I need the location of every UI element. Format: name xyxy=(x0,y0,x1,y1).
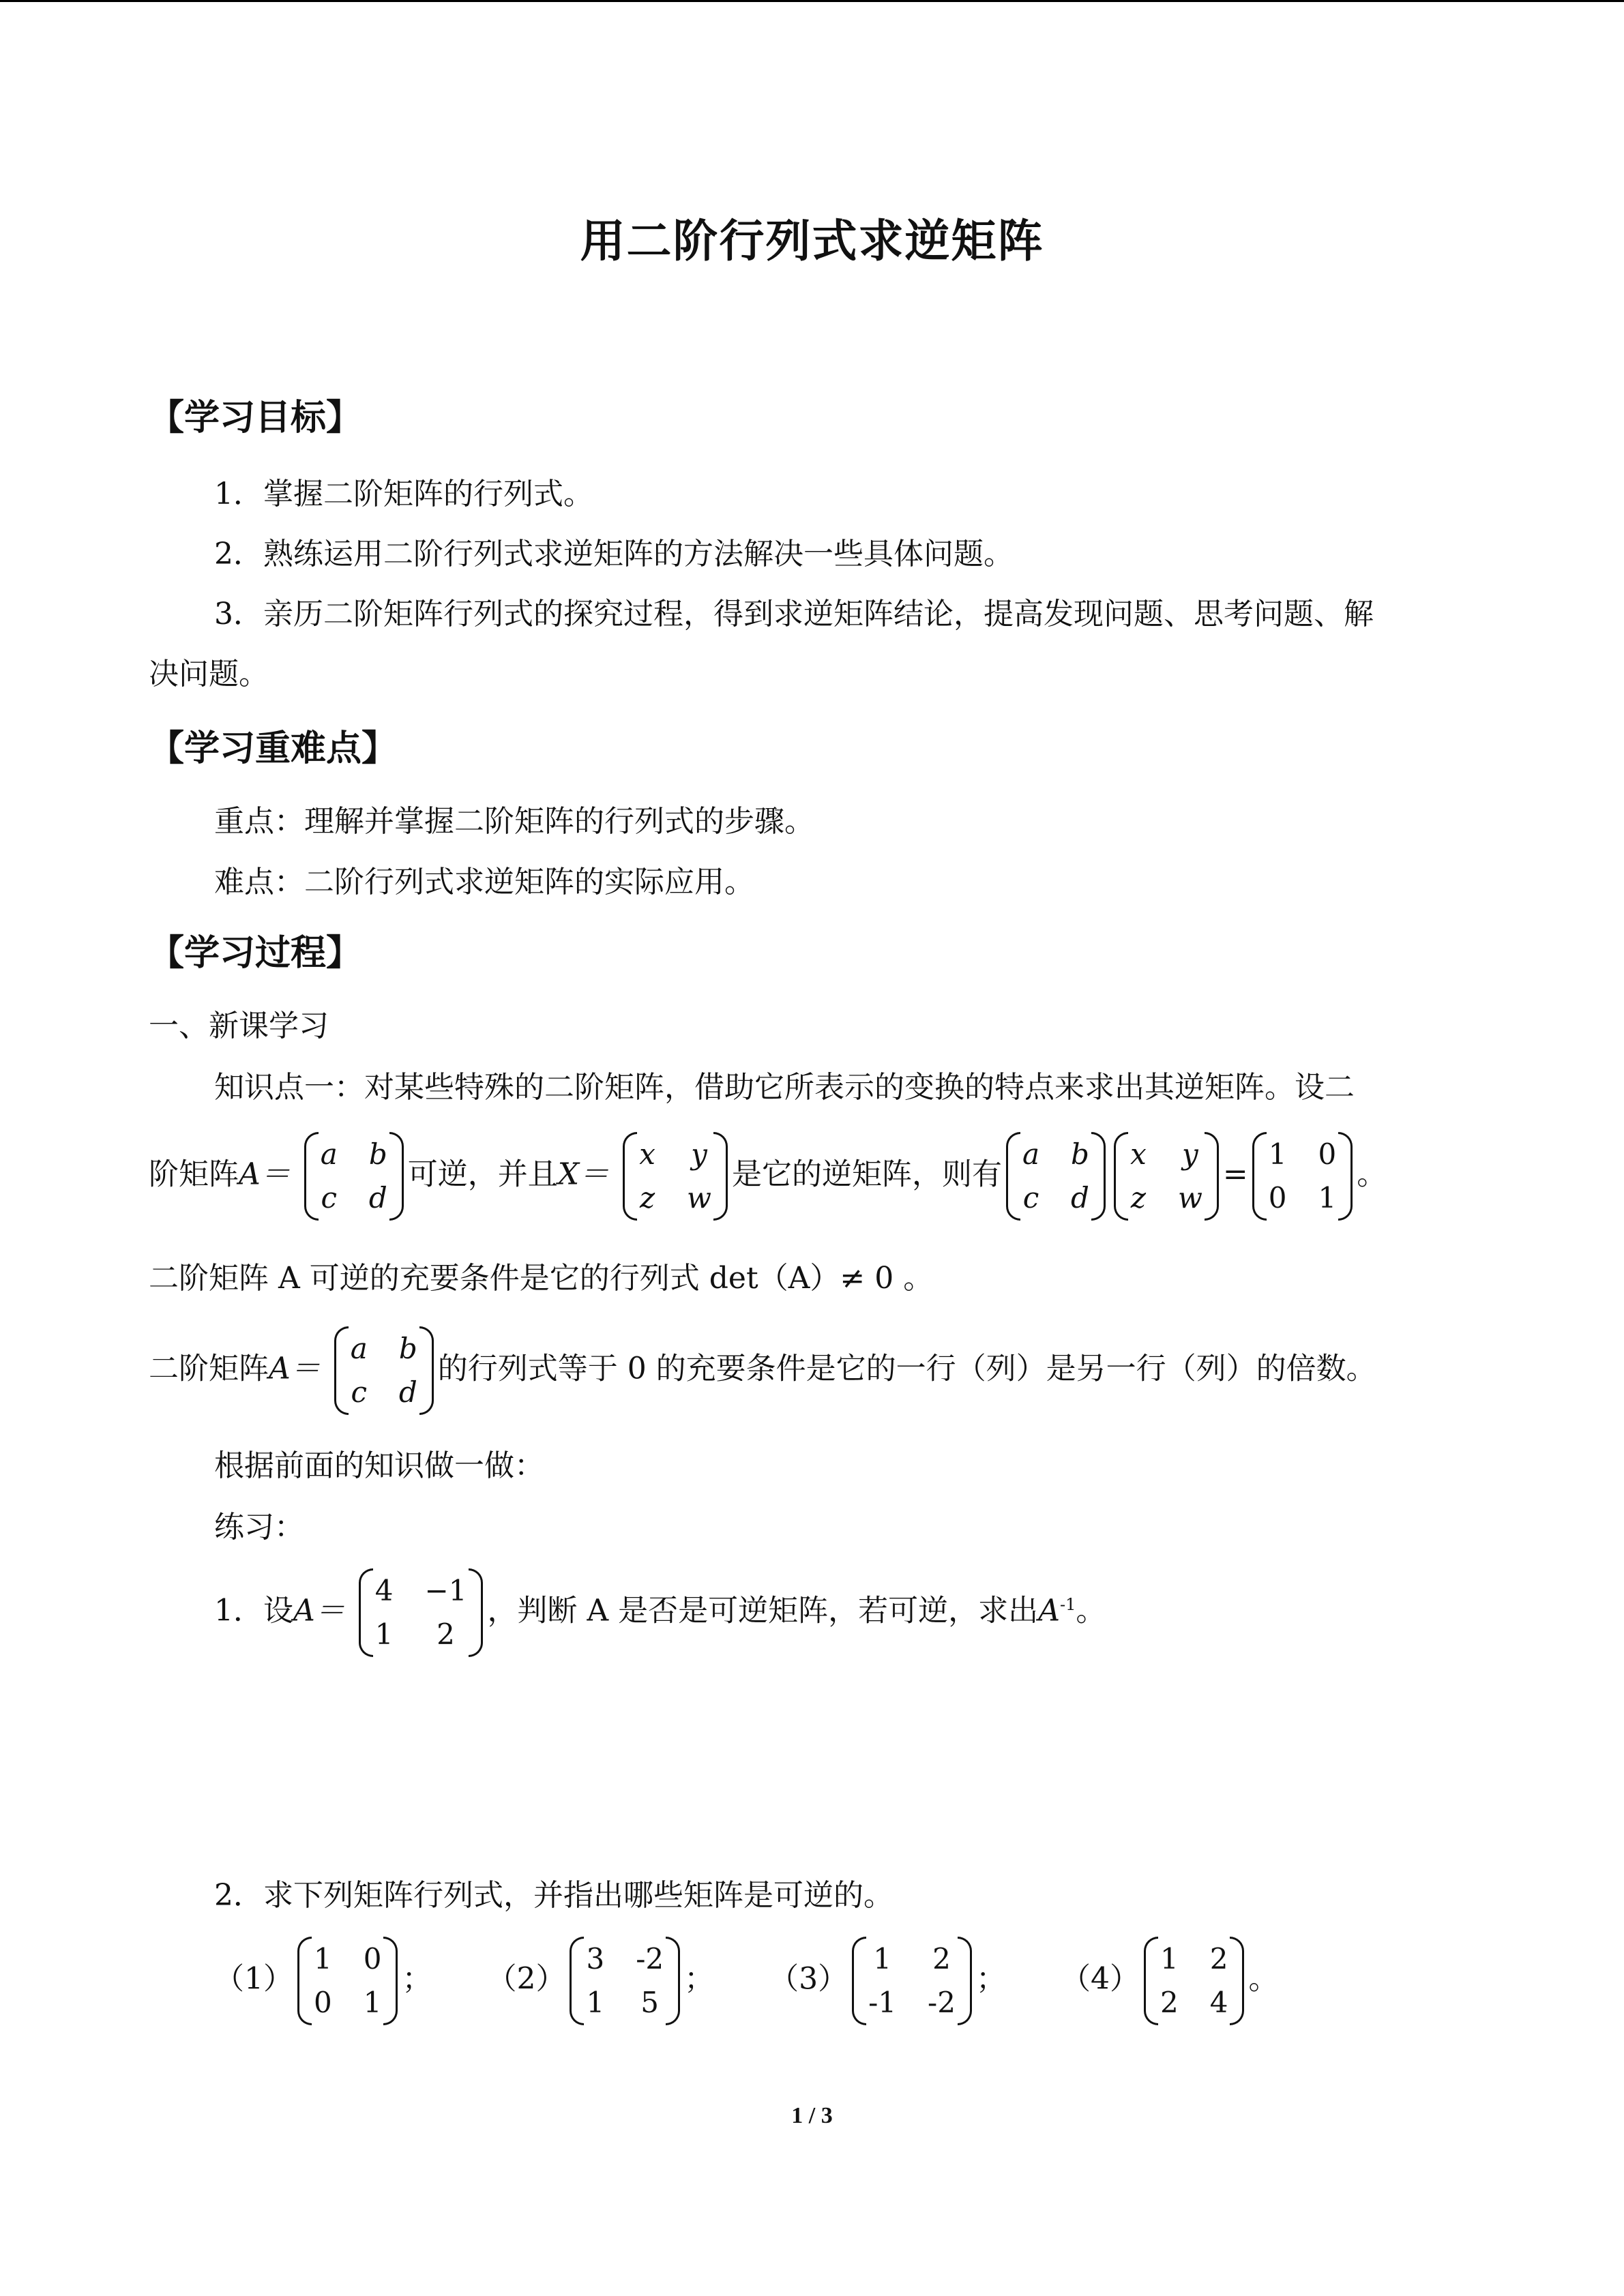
q1-inverse: A xyxy=(1038,1593,1060,1628)
matrix-X-product xyxy=(1114,1132,1219,1221)
matrix-cell: 4 xyxy=(1209,1986,1228,2019)
goal-3: 3．亲历二阶矩阵行列式的探究过程，得到求逆矩阵结论，提高发现问题、思考问题、解 xyxy=(214,597,1374,631)
matrix-cell: 1 xyxy=(586,1986,605,2019)
condition-2 xyxy=(149,1326,1376,1415)
matrix-cell: -2 xyxy=(636,1942,664,1976)
matrix-q2-3 xyxy=(852,1937,972,2025)
q2-label-2: （2） xyxy=(486,1961,566,1997)
matrix-q2-4 xyxy=(1144,1937,1244,2025)
matrix-cell: z xyxy=(639,1181,655,1214)
matrix-cell: 2 xyxy=(437,1617,455,1651)
q2-label-1: （1） xyxy=(214,1961,293,1997)
matrix-cell: y xyxy=(1182,1137,1198,1171)
eq-end: 。 xyxy=(1357,1157,1387,1192)
key-heading: 【学习重难点】 xyxy=(149,728,398,769)
matrix-cell: 0 xyxy=(1318,1137,1337,1171)
matrix-q1 xyxy=(359,1568,484,1657)
matrix-cell: −1 xyxy=(424,1574,467,1607)
matrix-cell: 4 xyxy=(374,1574,394,1607)
matrix-q2-1 xyxy=(297,1937,398,2025)
matrix-cell: c xyxy=(1022,1181,1039,1214)
key-point: 重点：理解并掌握二阶矩阵的行列式的步骤。 xyxy=(214,804,814,839)
eq-mid-2: 是它的逆矩阵，则有 xyxy=(732,1157,1002,1192)
matrix-cell: 1 xyxy=(314,1942,332,1976)
eq-equals: = xyxy=(1222,1157,1248,1192)
q2-sep-2: ； xyxy=(684,1961,715,1997)
page-number: 1 / 3 xyxy=(791,2103,833,2128)
top-border xyxy=(0,0,1624,2)
matrix-cell: 3 xyxy=(586,1942,605,1976)
eq-mid-1: 可逆，并且 xyxy=(407,1157,558,1192)
matrix-cell: 1 xyxy=(1268,1137,1287,1171)
matrix-cell: a xyxy=(1022,1137,1040,1171)
q2-sep-1: ； xyxy=(402,1961,432,1997)
matrix-X xyxy=(623,1132,728,1221)
matrix-cell: a xyxy=(350,1332,368,1365)
matrix-cell: 0 xyxy=(363,1942,382,1976)
matrix-A xyxy=(304,1132,404,1221)
matrix-cell: c xyxy=(351,1375,368,1409)
practice-label: 练习： xyxy=(214,1510,304,1545)
matrix-cell: 2 xyxy=(932,1942,951,1976)
question-2: 2．求下列矩阵行列式，并指出哪些矩阵是可逆的。 xyxy=(214,1878,894,1913)
matrix-q2-2 xyxy=(570,1937,680,2025)
do-it: 根据前面的知识做一做： xyxy=(214,1448,544,1483)
matrix-cell: 1 xyxy=(1318,1181,1337,1214)
matrix-cell: x xyxy=(639,1137,655,1171)
condition-1: 二阶矩阵 A 可逆的充要条件是它的行列式 det（A）≠ 0 。 xyxy=(149,1261,934,1296)
matrix-cell: 1 xyxy=(374,1617,394,1651)
new-lesson: 一、新课学习 xyxy=(149,1009,329,1043)
goal-2: 2．熟练运用二阶行列式求逆矩阵的方法解决一些具体问题。 xyxy=(214,537,1014,571)
matrix-cell: 5 xyxy=(640,1986,660,2019)
q1-suffix: ，判断 A 是否是可逆矩阵，若可逆，求出 xyxy=(487,1593,1039,1628)
goal-1: 1．掌握二阶矩阵的行列式。 xyxy=(214,477,593,511)
difficulty-point: 难点：二阶行列式求逆矩阵的实际应用。 xyxy=(214,865,754,899)
matrix-identity xyxy=(1252,1132,1353,1221)
eq-prefix: 阶矩阵 xyxy=(149,1157,239,1192)
matrix-cell: 1 xyxy=(363,1986,382,2019)
matrix-cell: x xyxy=(1130,1137,1147,1171)
matrix-cell: c xyxy=(321,1181,338,1214)
process-heading: 【学习过程】 xyxy=(149,933,362,974)
goals-heading: 【学习目标】 xyxy=(149,398,362,438)
matrix-cell: z xyxy=(1130,1181,1146,1214)
eq-X-label: X＝ xyxy=(557,1157,610,1192)
matrix-A-product xyxy=(1006,1132,1106,1221)
matrix-cell: a xyxy=(320,1137,338,1171)
matrix-A-cond xyxy=(334,1326,434,1415)
cond2-A-label: A＝ xyxy=(269,1351,321,1386)
matrix-cell: 0 xyxy=(1268,1181,1287,1214)
matrix-cell: w xyxy=(687,1181,711,1214)
inverse-equation xyxy=(149,1132,1387,1221)
q2-sep-4: 。 xyxy=(1248,1961,1279,1997)
question-1 xyxy=(214,1568,1106,1657)
matrix-cell: w xyxy=(1177,1181,1202,1214)
matrix-cell: y xyxy=(691,1137,707,1171)
matrix-cell: d xyxy=(368,1181,387,1214)
matrix-cell: -1 xyxy=(868,1986,897,2019)
question-2-matrices xyxy=(214,1937,1278,2025)
q2-sep-3: ； xyxy=(975,1961,1006,1997)
q2-label-4: （4） xyxy=(1060,1961,1140,1997)
q1-inverse-sup: -1 xyxy=(1059,1594,1076,1614)
eq-A-label: A＝ xyxy=(239,1157,291,1192)
cond2-suffix: 的行列式等于 0 的充要条件是它的一行（列）是另一行（列）的倍数。 xyxy=(437,1351,1376,1386)
q1-end: 。 xyxy=(1076,1593,1106,1628)
matrix-cell: d xyxy=(398,1375,417,1409)
matrix-cell: d xyxy=(1071,1181,1089,1214)
knowledge-1: 知识点一：对某些特殊的二阶矩阵，借助它所表示的变换的特点来求出其逆矩阵。设二 xyxy=(214,1070,1355,1105)
q1-A-label: A＝ xyxy=(293,1593,345,1628)
matrix-cell: b xyxy=(368,1137,387,1171)
matrix-cell: -2 xyxy=(928,1986,956,2019)
q1-prefix: 1．设 xyxy=(214,1593,293,1628)
matrix-cell: 2 xyxy=(1160,1986,1179,2019)
q2-label-3: （3） xyxy=(769,1961,848,1997)
matrix-cell: b xyxy=(1071,1137,1089,1171)
matrix-cell: 2 xyxy=(1209,1942,1228,1976)
page-title: 用二阶行列式求逆矩阵 xyxy=(580,215,1044,267)
goal-3-cont: 决问题。 xyxy=(149,657,269,691)
matrix-cell: 1 xyxy=(873,1942,891,1976)
matrix-cell: 1 xyxy=(1160,1942,1179,1976)
matrix-cell: b xyxy=(398,1332,417,1365)
matrix-cell: 0 xyxy=(314,1986,332,2019)
cond2-prefix: 二阶矩阵 xyxy=(149,1351,269,1386)
